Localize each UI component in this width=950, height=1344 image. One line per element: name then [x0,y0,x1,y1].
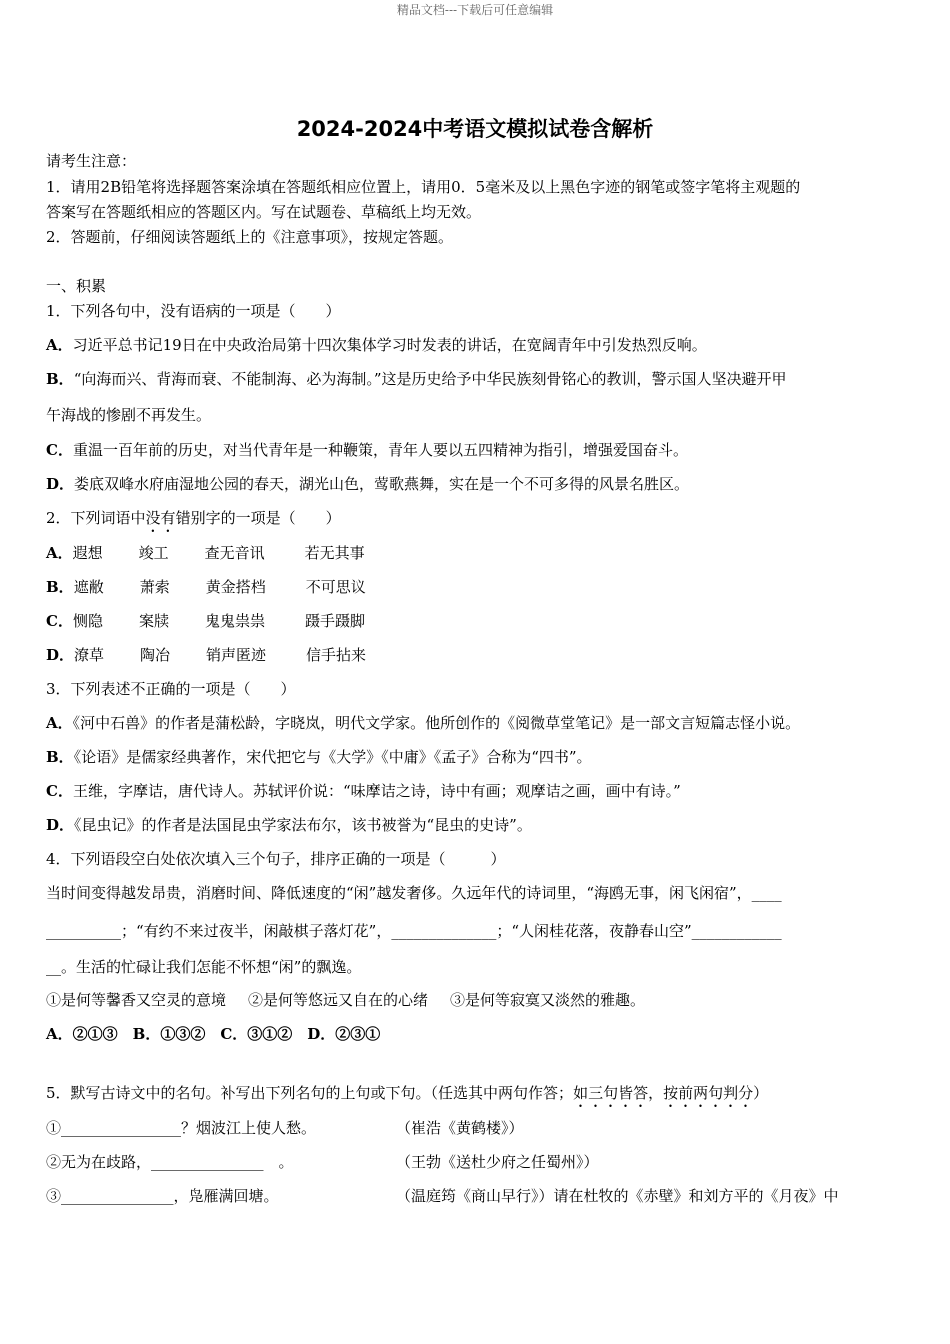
q2-c-word-3: 鬼鬼祟祟 [204,612,265,630]
q3-option-a: A．《河中石兽》的作者是蒲松龄，字晓岚，明代文学家。他所创作的《阅微草堂笔记》是一部文言短篇志怪小说。 [46,714,801,732]
q2-a-word-3: 查无音讯 [204,544,265,562]
q4-sentences [46,990,645,1010]
notice-heading: 请考生注意： [46,152,137,170]
q3-option-a-text: 《河中石兽》的作者是蒲松龄，字晓岚，明代文学家。他所创作的《阅微草堂笔记》是一部文言短篇志怪小说。 [72,714,801,732]
q1-option-b-text: “向海而兴、背海而衰、不能制海、必为海制。”这是历史给予中华民族刻骨铭心的教训，警示国人坚决避开甲 [73,370,787,388]
q2-c-word-2: 案牍 [138,612,169,630]
q2-b-word-3: 黄金搭档 [205,578,266,596]
q3-option-b: B．《论语》是儒家经典著作，宋代把它与《大学》《中庸》《孟子》合称为“四书”。 [46,748,592,766]
q2-stem-pre: 2．下列词语中 [46,509,146,527]
q3-option-c: C．王维，字摩诘，唐代诗人。苏轼评价说：“味摩诘之诗，诗中有画；观摩诘之画，画中有诗。” [46,782,681,800]
q2-c-word-4: 蹑手蹑脚 [304,612,365,630]
q4-sentence-2: ②是何等悠远又自在的心绪 [248,991,429,1009]
q1-option-b: B．“向海而兴、背海而衰、不能制海、必为海制。”这是历史给予中华民族刻骨铭心的教训，警示国人坚决避开甲 [46,370,787,388]
q2-option-c: C．恻隐 案牍 鬼鬼祟祟 蹑手蹑脚 [46,612,365,630]
q5-line-1: ①________________？烟波江上使人愁。 [46,1119,317,1137]
q4-passage-1: 当时间变得越发昂贵，消磨时间、降低速度的“闲”越发奢侈。久远年代的诗词里，“海鸥无事，闲飞闲宿”，____ [46,884,782,902]
q5-stem [46,1083,768,1111]
q2-stem-emphasis: 没有 [145,509,176,527]
q2-a-word-2: 竣工 [138,544,169,562]
q2-d-word-2: 陶冶 [140,646,171,664]
q2-d-word-1: 潦草 [74,646,105,664]
q4-stem: 4．下列语段空白处依次填入三个句子，排序正确的一项是（ ） [46,850,506,868]
q1-option-d-text: 娄底双峰水府庙湿地公园的春天，湖光山色，莺歌燕舞，实在是一个不可多得的风景名胜区。 [74,475,690,493]
q2-option-b: B．遮敝 萧索 黄金搭档 不可思议 [46,578,366,596]
q5-line-2: ②无为在歧路，_______________ 。 [46,1153,294,1171]
q1-option-c: C．重温一百年前的历史，对当代青年是一种鞭策，青年人要以五四精神为指引，增强爱国奋斗。 [46,441,688,459]
q3-stem: 3．下列表述不正确的一项是（ ） [46,680,296,698]
q4-sentence-1: ①是何等馨香又空灵的意境 [46,991,227,1009]
q2-stem [46,508,341,536]
q2-b-word-4: 不可思议 [305,578,366,596]
q2-b-word-2: 萧索 [139,578,170,596]
q4-answers: A．②①③ B．①③② C．③①② D．②③① [46,1025,381,1043]
q2-b-word-1: 遮敝 [73,578,104,596]
q5-line-3: ③_______________，凫雁满回塘。 [46,1187,279,1205]
q3-option-d-text: 《昆虫记》的作者是法国昆虫学家法布尔，该书被誉为“昆虫的史诗”。 [74,816,532,834]
page-header: 精品文档---下载后可任意编辑 [396,3,554,17]
notice-item-2: 2．答题前，仔细阅读答题纸上的《注意事项》，按规定答题。 [46,228,454,246]
q1-stem: 1．下列各句中，没有语病的一项是（ ） [46,302,341,320]
q1-option-a: A．习近平总书记19日在中央政治局第十四次集体学习时发表的讲话，在宽阔青年中引发热烈反响。 [46,336,707,354]
q3-option-d: D．《昆虫记》的作者是法国昆虫学家法布尔，该书被誉为“昆虫的史诗”。 [46,816,532,834]
q5-source-3: （温庭筠《商山早行》）请在杜牧的《赤壁》和刘方平的《月夜》中 [396,1187,839,1205]
section-heading: 一、积累 [46,277,107,295]
q4-passage-2: __________；“有约不来过夜半，闲敲棋子落灯花”，______________；“人闲桂花落，夜静春山空”____________ [46,922,782,940]
q5-stem-post: ） [753,1084,769,1102]
notice-item-1: 1．请用2B铅笔将选择题答案涂填在答题纸相应位置上，请用0．5毫米及以上黑色字迹的钢笔或签字笔将主观题的 [46,178,801,196]
q5-stem-pre: 5．默写古诗文中的名句。补写出下列名句的上句或下句。（任选其中两句作答； [46,1084,574,1102]
q2-option-a: A．遐想 竣工 查无音讯 若无其事 [46,544,365,562]
q1-option-c-text: 重温一百年前的历史，对当代青年是一种鞭策，青年人要以五四精神为指引，增强爱国奋斗。 [72,441,688,459]
q2-a-word-4: 若无其事 [304,544,365,562]
q2-a-word-1: 遐想 [72,544,103,562]
q4-passage-3: __。生活的忙碌让我们怎能不怀想“闲”的飘逸。 [46,958,362,976]
page-title: 2024-2024中考语文模拟试卷含解析 [296,117,654,141]
q4-sentence-3: ③是何等寂寞又淡然的雅趣。 [450,991,646,1009]
q2-d-word-4: 信手拈来 [306,646,367,664]
q5-source-1: （崔浩《黄鹤楼》） [396,1119,524,1137]
q1-option-d: D．娄底双峰水府庙湿地公园的春天，湖光山色，莺歌燕舞，实在是一个不可多得的风景名胜区。 [46,475,690,493]
q5-source-2: （王勃《送杜少府之任蜀州》） [396,1153,599,1171]
q1-option-a-text: 习近平总书记19日在中央政治局第十四次集体学习时发表的讲话，在宽阔青年中引发热烈反响。 [72,336,707,354]
q3-option-b-text: 《论语》是儒家经典著作，宋代把它与《大学》《中庸》《孟子》合称为“四书”。 [73,748,592,766]
q2-stem-post: 错别字的一项是（ ） [175,509,341,527]
q5-stem-emphasis: 如三句皆答，按前两句判分 [573,1084,754,1102]
notice-item-1-cont: 答案写在答题纸相应的答题区内。写在试题卷、草稿纸上均无效。 [46,203,482,221]
q2-c-word-1: 恻隐 [72,612,103,630]
q2-d-word-3: 销声匿迹 [206,646,267,664]
q1-option-b-cont: 午海战的惨剧不再发生。 [46,406,212,424]
q2-option-d: D．潦草 陶冶 销声匿迹 信手拈来 [46,646,367,664]
q3-option-c-text: 王维，字摩诘，唐代诗人。苏轼评价说：“味摩诘之诗，诗中有画；观摩诘之画，画中有诗。” [72,782,681,800]
